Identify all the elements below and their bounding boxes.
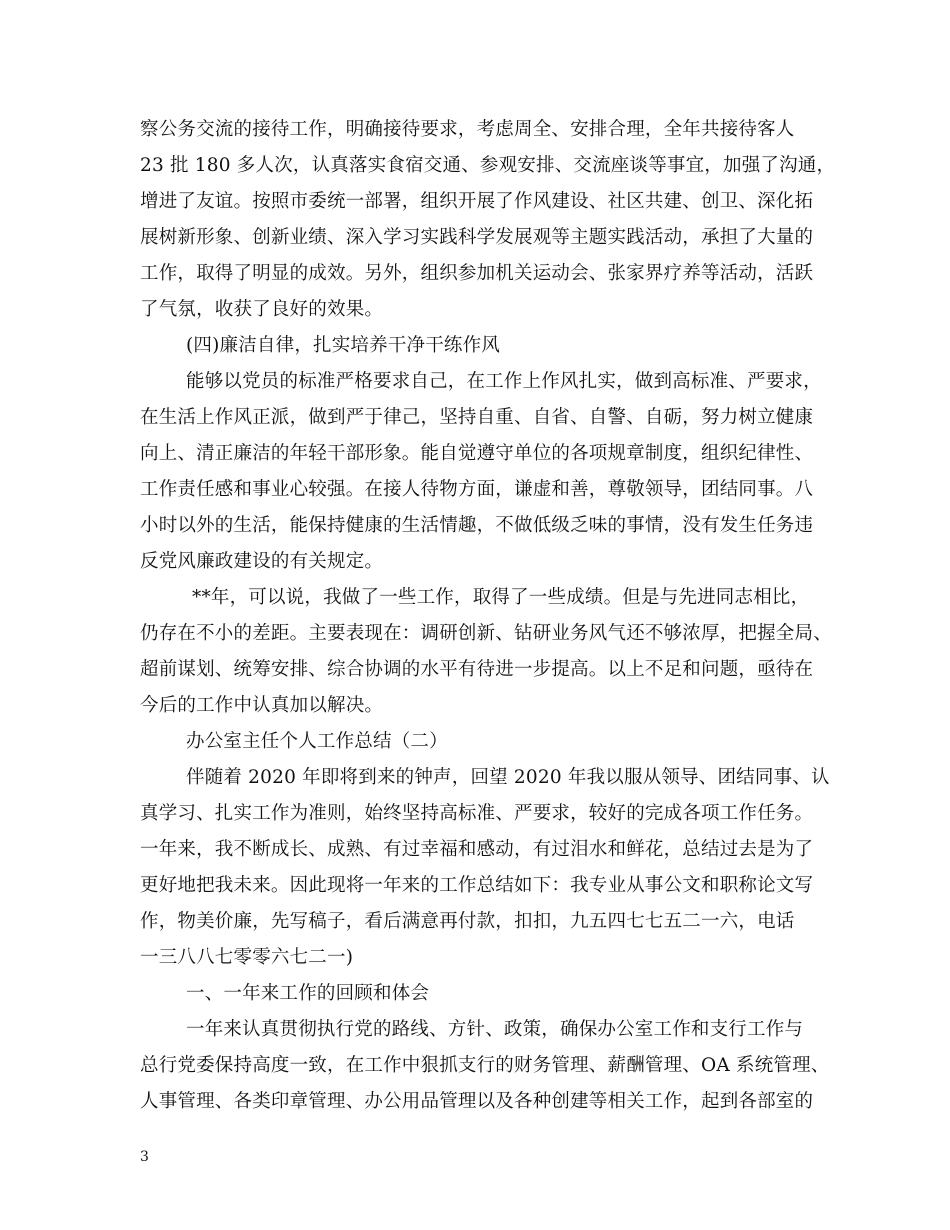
text-line: 人事管理、各类印章管理、办公用品管理以及各种创建等相关工作，起到各部室的 — [140, 1091, 814, 1112]
text-line: 更好地把我未来。因此现将一年来的工作总结如下：我专业从事公文和职称论文写 — [140, 875, 814, 896]
text-line: 增进了友谊。按照市委统一部署，组织开展了作风建设、社区共建、创卫、深化拓 — [140, 191, 814, 212]
text-line: 23 批 180 多人次，认真落实食宿交通、参观安排、交流座谈等事宜，加强了沟通， — [140, 155, 836, 176]
page-number: 3 — [140, 1149, 149, 1165]
section-heading: (四)廉洁自律，扎实培养干净干练作风 — [186, 335, 501, 356]
text-line: 了气氛，收获了良好的效果。 — [140, 299, 384, 320]
text-line: 能够以党员的标准严格要求自己，在工作上作风扎实，做到高标准、严要求， — [186, 371, 822, 392]
text-line: 超前谋划、统筹安排、综合协调的水平有待进一步提高。以上不足和问题，亟待在 — [140, 659, 814, 680]
text-line: 一年来，我不断成长、成熟、有过幸福和感动，有过泪水和鲜花，总结过去是为了 — [140, 839, 814, 860]
text-line: 作，物美价廉，先写稿子，看后满意再付款，扣扣，九五四七七五二一六，电话 — [140, 911, 795, 932]
section-title: 办公室主任个人工作总结（二） — [186, 731, 448, 752]
text-line: 总行党委保持高度一致，在工作中狠抓支行的财务管理、薪酬管理、OA 系统管理、 — [140, 1055, 830, 1076]
text-line: 展树新形象、创新业绩、深入学习实践科学发展观等主题实践活动，承担了大量的 — [140, 227, 814, 248]
section-heading: 一、一年来工作的回顾和体会 — [186, 983, 430, 1004]
text-line: 一三八八七零零六七二一) — [140, 947, 354, 968]
text-line: 在生活上作风正派，做到严于律己，坚持自重、自省、自警、自砺，努力树立健康 — [140, 407, 814, 428]
text-line: 伴随着 2020 年即将到来的钟声，回望 2020 年我以服从领导、团结同事、认 — [186, 767, 830, 788]
text-line: **年，可以说，我做了一些工作，取得了一些成绩。但是与先进同志相比， — [192, 587, 810, 608]
text-line: 真学习、扎实工作为准则，始终坚持高标准、严要求，较好的完成各项工作任务。 — [140, 803, 814, 824]
text-line: 一年来认真贯彻执行党的路线、方针、政策，确保办公室工作和支行工作与 — [186, 1019, 804, 1040]
text-line: 察公务交流的接待工作，明确接待要求，考虑周全、安排合理，全年共接待客人 — [140, 119, 795, 140]
text-line: 工作责任感和事业心较强。在接人待物方面，谦虚和善，尊敬领导，团结同事。八 — [140, 479, 814, 500]
text-line: 反党风廉政建设的有关规定。 — [140, 551, 384, 572]
text-line: 今后的工作中认真加以解决。 — [140, 695, 384, 716]
text-line: 仍存在不小的差距。主要表现在：调研创新、钻研业务风气还不够浓厚，把握全局、 — [140, 623, 832, 644]
text-line: 工作，取得了明显的成效。另外，组织参加机关运动会、张家界疗养等活动，活跃 — [140, 263, 814, 284]
text-line: 向上、清正廉洁的年轻干部形象。能自觉遵守单位的各项规章制度，组织纪律性、 — [140, 443, 814, 464]
text-line: 小时以外的生活，能保持健康的生活情趣，不做低级乏味的事情，没有发生任务违 — [140, 515, 814, 536]
